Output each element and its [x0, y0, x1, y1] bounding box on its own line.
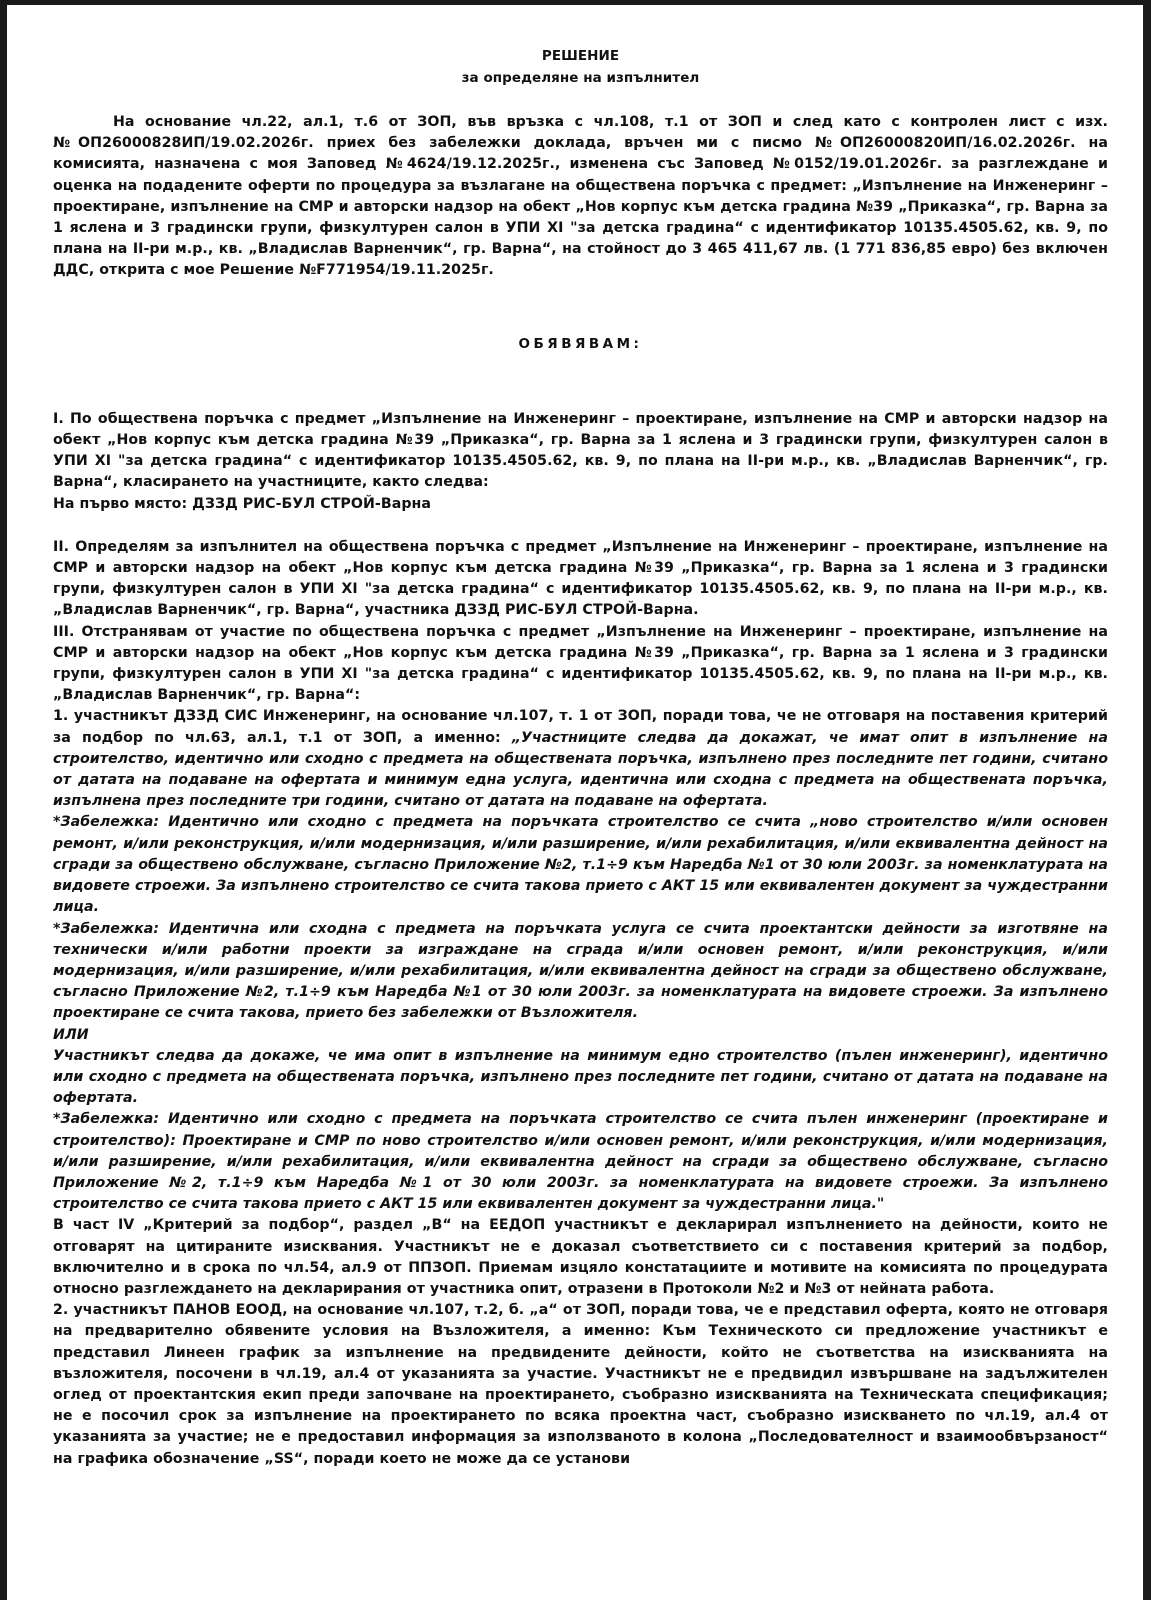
- item-1-conclusion: В част IV „Критерий за подбор“, раздел „В“ на ЕЕДОП участникът е декларирал изпълнението на дейности, които не отговарят на цитираните изисквания. Участникът не е доказал съответствието си с поставения критерий за подбор, включително и в срока по чл.54, ал.9 от ППЗОП. Приемам изцяло констатациите и мотивите на комисията по процедурата относно разглеждането на декларирания от участника опит, отразени в Протоколи №2 и №3 от нейната работа.: [53, 1217, 1108, 1297]
- item-1-note-3: *Забележка: Идентично или сходно с предмета на поръчката строителство се счита пълен инженеринг (проектиране и строителство): Проектиране и СМР по ново строителство и/или основен ремонт, и/или реконструкция, и/или модернизация, и/или разширение, и/или рехабилитация, и/или еквивалентна дейност на сгради за обществено обслужване, съгласно Приложение №2, т.1÷9 към Наредба №1 от 30 юли 2003г. за номенклатурата на видовете строежи. За изпълнено строителство се счита такова прието с АКТ 15 или еквивалентен документ за чуждестранни лица.": [53, 1111, 1108, 1213]
- section-1-paragraph: I. По обществена поръчка с предмет „Изпълнение на Инженеринг – проектиране, изпълнение на СМР и авторски надзор на обект „Нов корпус към детска градина №39 „Приказка“, гр. Варна за 1 яслена и 3 градински групи, физкултурен салон в УПИ XI "за детска градина“ с идентификатор 10135.4505.62, кв. 9, по плана на II-ри м.р., кв. „Владислав Варненчик“, гр. Варна“, класирането на участниците, както следва:: [53, 410, 1108, 491]
- intro-paragraph: На основание чл.22, ал.1, т.6 от ЗОП, във връзка с чл.108, т.1 от ЗОП и след като с контролен лист с изх. №ОП26000828ИП/19.02.2026г. приех без забележки доклада, връчен ми с писмо №ОП26000820ИП/16.02.2026г. на комисията, назначена с моя Заповед №4624/19.12.2025г., изменена със Заповед №0152/19.01.2026г. за разглеждане и оценка на подадените оферти по процедура за възлагане на обществена поръчка с предмет: „Изпълнение на Инженеринг – проектиране, изпълнение на СМР и авторски надзор на обект „Нов корпус към детска градина №39 „Приказка“, гр. Варна за 1 яслена и 3 градински групи, физкултурен салон в УПИ XI "за детска градина“ с идентификатор 10135.4505.62, кв. 9, по плана на II-ри м.р., кв. „Владислав Варненчик“, гр. Варна“, на стойност до 3 465 411,67 лв. (1 771 836,85 евро) без включен ДДС, открита с мое Решение №F771954/19.11.2025г.: [53, 114, 1108, 279]
- first-place-line: На първо място: ДЗЗД РИС-БУЛ СТРОЙ-Варна: [53, 495, 432, 512]
- item-1-alternative: Участникът следва да докаже, че има опит в изпълнение на минимум едно строителство (пълен инженеринг), идентично или сходно с предмета на обществената поръчка, изпълнено през последните пет години, считано от датата на подаване на офертата.: [53, 1047, 1108, 1107]
- document-subtitle: за определяне на изпълнител: [461, 70, 700, 86]
- item-2-paragraph: 2. участникът ПАНОВ ЕООД, на основание чл.107, т.2, б. „а“ от ЗОП, поради това, че е представил оферта, която не отговаря на предварително обявените условия на Възложителя, а именно: Към Техническото си предложение участникът е представил Линеен график за изпълнение на предвидените дейности, който не съответства на изискванията на възложителя, посочени в чл.19, ал.4 от указанията за участие. Участникът не е предвидил извършване на задължителен оглед от проектантския екип преди започване на проектирането, съобразно изискванията на Техническата спецификация; не е посочил срок за изпълнение на проектирането по всяка проектна част, съобразно изискването по чл.19, ал.4 от указанията за участие; не е предоставил информация за използваното в колона „Последователност и взаимообвързаност“ на графика обозначение „SS“, поради което не може да се установи: [53, 1302, 1108, 1467]
- item-1-or: ИЛИ: [53, 1026, 89, 1043]
- declare-heading: ОБЯВЯВАМ:: [518, 335, 643, 352]
- item-1-quote: „Участниците следва да докажат, че имат опит в изпълнение на строителство, идентично или сходно с предмета на обществената поръчка, изпълнено през последните пет години, считано от датата на подаване на офертата и минимум една услуга, идентична или сходна с предмета на обществената поръчка, изпълнена през последните три години, считано от датата на подаване на офертата.: [53, 729, 1108, 810]
- document-title: РЕШЕНИЕ: [541, 48, 620, 64]
- section-2-paragraph: II. Определям за изпълнител на обществена поръчка с предмет „Изпълнение на Инженеринг – проектиране, изпълнение на СМР и авторски надзор на обект „Нов корпус към детска градина №39 „Приказка“, гр. Варна за 1 яслена и 3 градински групи, физкултурен салон в УПИ XI "за детска градина“ с идентификатор 10135.4505.62, кв. 9, по плана на II-ри м.р., кв. „Владислав Варненчик“, гр. Варна“, участника ДЗЗД РИС-БУЛ СТРОЙ-Варна.: [53, 538, 1108, 619]
- section-3-paragraph: III. Отстранявам от участие по обществена поръчка с предмет „Изпълнение на Инженеринг – проектиране, изпълнение на СМР и авторски надзор на обект „Нов корпус към детска градина №39 „Приказка“, гр. Варна за 1 яслена и 3 градински групи, физкултурен салон в УПИ XI "за детска градина“ с идентификатор 10135.4505.62, кв. 9, по плана на II-ри м.р., кв. „Владислав Варненчик“, гр. Варна“:: [53, 623, 1108, 704]
- item-1-note-1: *Забележка: Идентично или сходно с предмета на поръчката строителство се счита „ново строителство и/или основен ремонт, и/или реконструкция, и/или модернизация, и/или разширение, и/или рехабилитация, и/или еквивалентна дейност на сгради за обществено обслужване, съгласно Приложение №2, т.1÷9 към Наредба №1 от 30 юли 2003г. за номенклатурата на видовете строежи. За изпълнено строителство се счита такова прието с АКТ 15 или еквивалентен документ за чуждестранни лица.: [53, 814, 1108, 916]
- item-1-note-2: *Забележка: Идентична или сходна с предмета на поръчката услуга се счита проектантски дейности за изготвяне на технически и/или работни проекти за изграждане на сграда и/или основен ремонт, и/или реконструкция, и/или модернизация, и/или разширение, и/или рехабилитация, и/или еквивалентна дейност на сгради за обществено обслужване, съгласно Приложение №2, т.1÷9 към Наредба №1 от 30 юли 2003г. за номенклатурата на видовете строежи. За изпълнено проектиране се счита такова, прието без забележки от Възложителя.: [53, 920, 1108, 1022]
- document-page: [7, 5, 1143, 1600]
- spacer: [53, 515, 1108, 537]
- item-1-lead: 1. участникът ДЗЗД СИС Инженеринг, на основание чл.107, т. 1 от ЗОП, поради това, че не отговаря на поставения критерий за подбор по чл.63, ал.1, т.1 от ЗОП, а именно:: [53, 708, 1108, 746]
- document-body: [53, 5, 1108, 1470]
- item-1-paragraph: [53, 706, 1108, 812]
